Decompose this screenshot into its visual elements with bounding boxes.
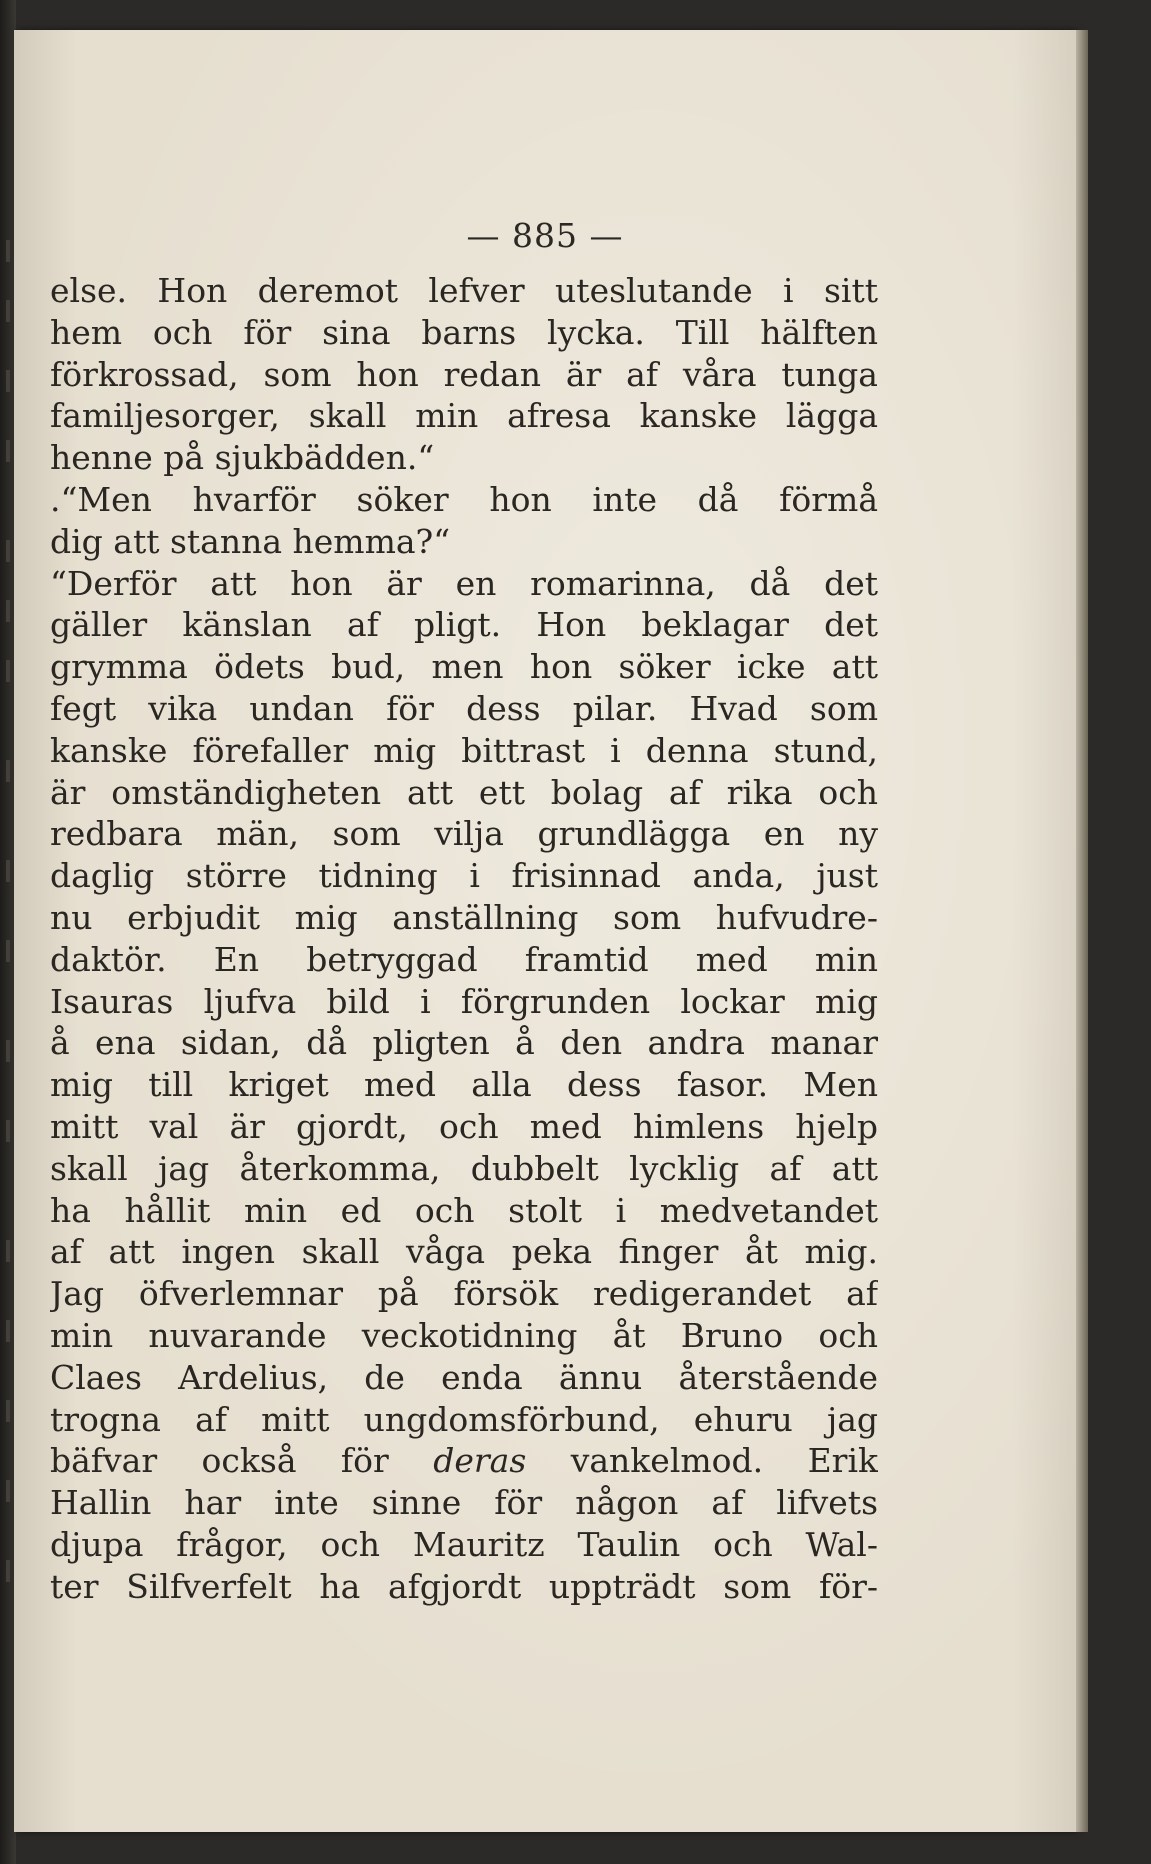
text-segment: vankelmod. Erik	[526, 1441, 878, 1481]
text-line: daktör. En betryggad framtid med min	[50, 939, 878, 979]
page-number: — 885 —	[466, 216, 624, 255]
text-line: Hallin har inte sinne för någon af lifvets	[50, 1483, 878, 1523]
text-line: redbara män, som vilja grundlägga en ny	[50, 814, 878, 854]
text-line: skall jag återkomma, dubbelt lycklig af att	[50, 1148, 878, 1188]
text-line: Jag öfverlemnar på försök redigerandet af	[50, 1274, 878, 1314]
text-line: hem och för sina barns lycka. Till hälften	[50, 312, 878, 352]
text-line: Claes Ardelius, de enda ännu återstående	[50, 1357, 878, 1397]
text-line: af att ingen skall våga peka finger åt mig.	[50, 1232, 878, 1272]
text-line: förkrossad, som hon redan är af våra tunga	[50, 354, 878, 394]
body-text	[50, 270, 878, 1608]
text-line: “Derför att hon är en romarinna, då det	[50, 563, 878, 603]
text-line: ter Silfverfelt ha afgjordt uppträdt som för-	[50, 1566, 878, 1606]
text-line: else. Hon deremot lefver uteslutande i sitt	[50, 271, 878, 310]
text-line-with-italic	[50, 1440, 878, 1482]
text-line: ha hållit min ed och stolt i medvetandet	[50, 1190, 878, 1230]
book-page	[14, 30, 1076, 1832]
text-line: gäller känslan af pligt. Hon beklagar det	[50, 605, 878, 645]
text-line: min nuvarande veckotidning åt Bruno och	[50, 1315, 878, 1355]
margin-marks	[4, 240, 14, 1590]
text-segment: bäfvar också för	[50, 1441, 434, 1481]
text-line: är omständigheten att ett bolag af rika och	[50, 772, 878, 812]
text-line: dig att stanna hemma?“	[50, 521, 451, 561]
text-line: djupa frågor, och Mauritz Taulin och Wal-	[50, 1524, 878, 1564]
text-line: å ena sidan, då pligten å den andra manar	[50, 1023, 878, 1063]
text-line: daglig större tidning i frisinnad anda, just	[50, 856, 878, 896]
text-line: henne på sjukbädden.“	[50, 438, 435, 478]
text-line: .“Men hvarför söker hon inte då förmå	[50, 479, 878, 519]
text-line: Isauras ljufva bild i förgrunden lockar mig	[50, 981, 878, 1021]
italic-word: deras	[433, 1441, 527, 1481]
text-line: trogna af mitt ungdomsförbund, ehuru jag	[50, 1399, 878, 1439]
text-line: fegt vika undan för dess pilar. Hvad som	[50, 688, 878, 728]
text-line: mig till kriget med alla dess fasor. Men	[50, 1065, 878, 1105]
page-edge	[1076, 30, 1088, 1832]
text-line: nu erbjudit mig anställning som hufvudre-	[50, 897, 878, 937]
text-line: kanske förefaller mig bittrast i denna stund,	[50, 730, 878, 770]
text-line: familjesorger, skall min afresa kanske lägga	[50, 396, 878, 436]
text-line: mitt val är gjordt, och med himlens hjelp	[50, 1106, 878, 1146]
text-line: grymma ödets bud, men hon söker icke att	[50, 647, 878, 687]
